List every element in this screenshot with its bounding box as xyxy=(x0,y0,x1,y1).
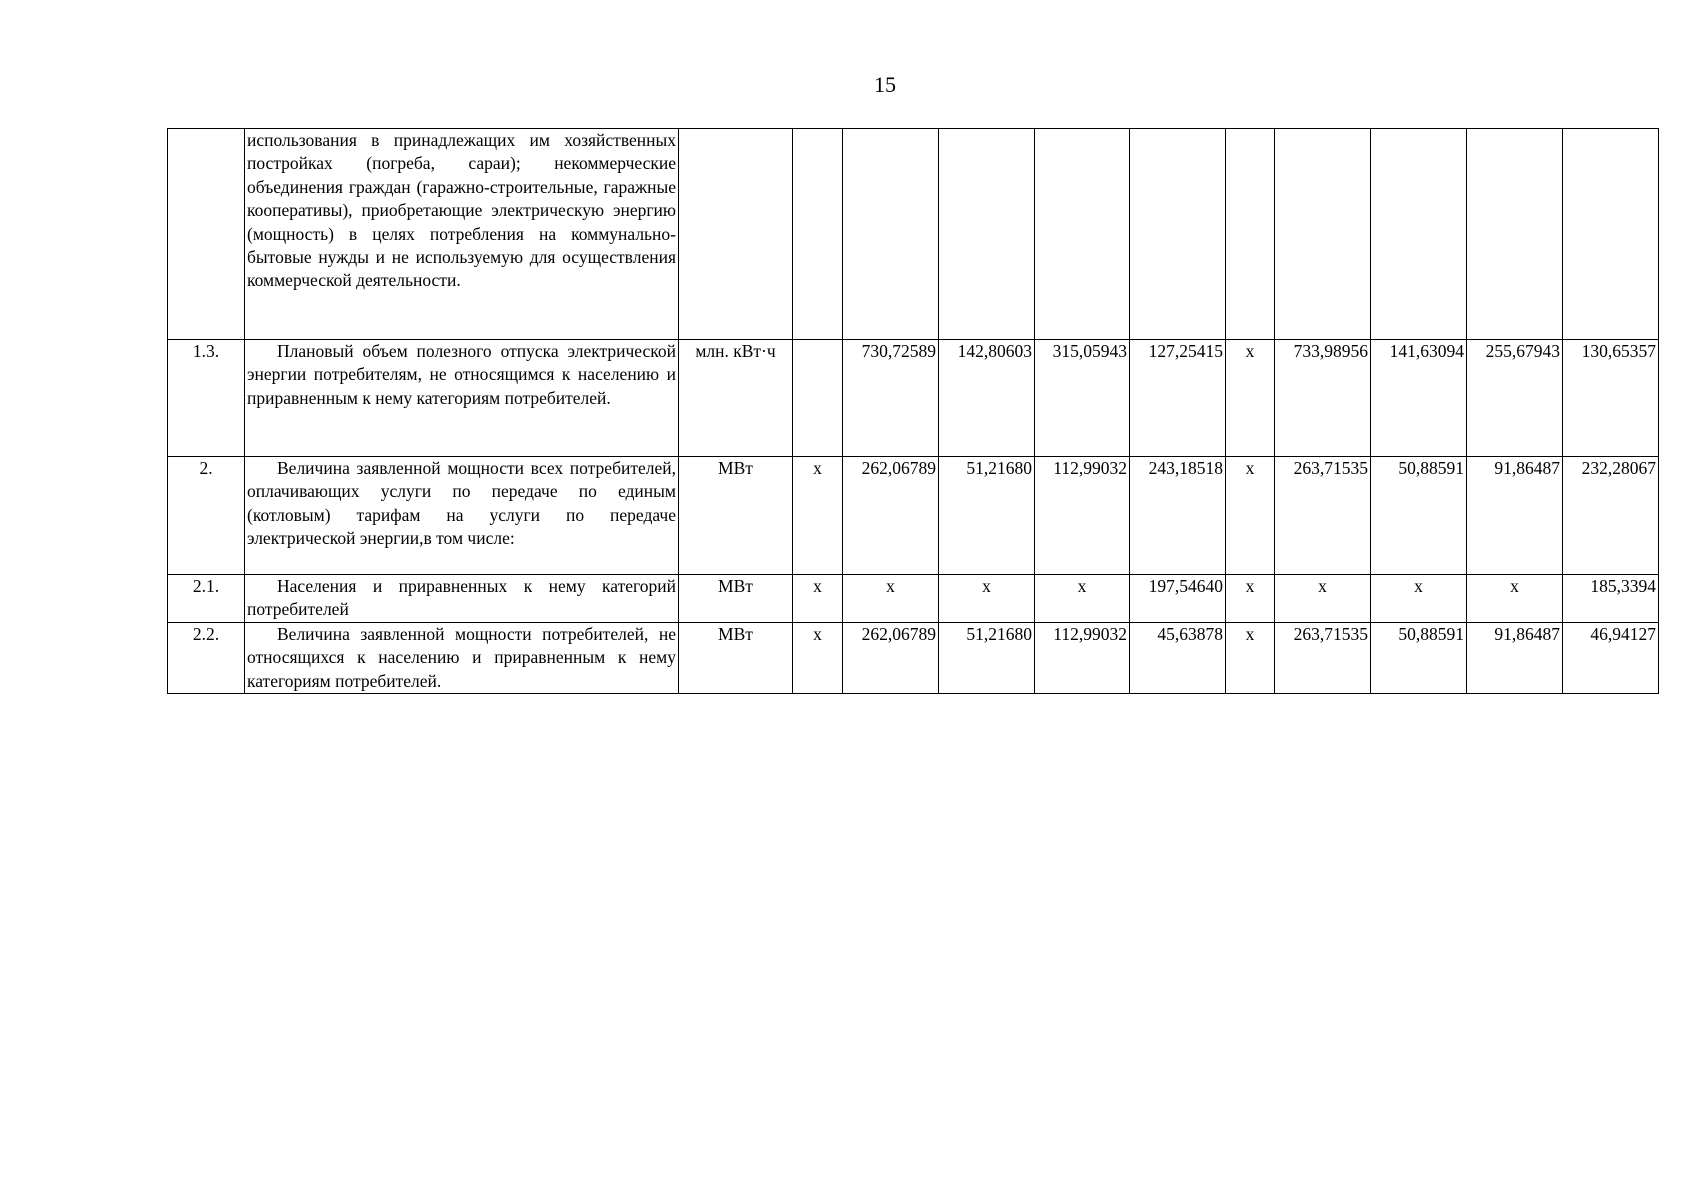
cell-value: 91,86487 xyxy=(1467,457,1563,575)
cell-value: 315,05943 xyxy=(1035,340,1130,457)
cell-value xyxy=(1275,129,1371,340)
table-row xyxy=(168,457,1659,575)
cell-value: 112,99032 xyxy=(1035,623,1130,694)
table-row xyxy=(168,575,1659,623)
row-unit: МВт xyxy=(679,623,793,694)
row-name: Величина заявленной мощности потребителей, не относящихся к населению и приравненным к нему категориям потребителей. xyxy=(245,623,679,694)
cell-value: x xyxy=(1371,575,1467,623)
cell-value: 243,18518 xyxy=(1130,457,1226,575)
cell-value: 46,94127 xyxy=(1563,623,1659,694)
cell-value: 185,3394 xyxy=(1563,575,1659,623)
cell-value xyxy=(1371,129,1467,340)
row-number: 1.3. xyxy=(168,340,245,457)
cell-value: 142,80603 xyxy=(939,340,1035,457)
table-row xyxy=(168,129,1659,340)
cell-value xyxy=(1467,129,1563,340)
cell-value: 141,63094 xyxy=(1371,340,1467,457)
cell-value: 51,21680 xyxy=(939,457,1035,575)
cell-value: x xyxy=(793,623,843,694)
row-unit: МВт xyxy=(679,575,793,623)
cell-value: 197,54640 xyxy=(1130,575,1226,623)
cell-value: 263,71535 xyxy=(1275,457,1371,575)
cell-value: x xyxy=(1226,623,1275,694)
row-number: 2.1. xyxy=(168,575,245,623)
cell-value: 733,98956 xyxy=(1275,340,1371,457)
cell-value: 232,28067 xyxy=(1563,457,1659,575)
cell-value xyxy=(939,129,1035,340)
cell-value: 255,67943 xyxy=(1467,340,1563,457)
cell-value: 51,21680 xyxy=(939,623,1035,694)
cell-value xyxy=(1130,129,1226,340)
row-unit: МВт xyxy=(679,457,793,575)
cell-value: x xyxy=(1275,575,1371,623)
row-name: использования в принадлежащих им хозяйственных постройках (погреба, сараи); некоммерческие объединения граждан (гаражно-строительные, гаражные кооперативы), приобретающие электрическую энергию (мощность) в целях потребления на коммунально-бытовые нужды и не используемую для осуществления коммерческой деятельности. xyxy=(245,129,679,340)
cell-value: 45,63878 xyxy=(1130,623,1226,694)
row-number xyxy=(168,129,245,340)
cell-value: 91,86487 xyxy=(1467,623,1563,694)
row-name: Величина заявленной мощности всех потребителей, оплачивающих услуги по передаче по единым (котловым) тарифам на услуги по передаче электрической энергии,в том числе: xyxy=(245,457,679,575)
row-number: 2. xyxy=(168,457,245,575)
cell-value: 262,06789 xyxy=(843,623,939,694)
cell-value: x xyxy=(1035,575,1130,623)
cell-value: 112,99032 xyxy=(1035,457,1130,575)
cell-value: x xyxy=(793,457,843,575)
row-unit xyxy=(679,129,793,340)
cell-value: x xyxy=(939,575,1035,623)
page-number: 15 xyxy=(874,72,896,97)
cell-value xyxy=(793,129,843,340)
cell-value: 263,71535 xyxy=(1275,623,1371,694)
row-number: 2.2. xyxy=(168,623,245,694)
cell-value: x xyxy=(843,575,939,623)
cell-value: 730,72589 xyxy=(843,340,939,457)
cell-value xyxy=(1226,129,1275,340)
cell-value xyxy=(1035,129,1130,340)
row-unit: млн. кВт·ч xyxy=(679,340,793,457)
cell-value: x xyxy=(1226,457,1275,575)
row-name: Плановый объем полезного отпуска электрической энергии потребителям, не относящимся к населению и приравненным к нему категориям потребителей. xyxy=(245,340,679,457)
cell-value: 130,65357 xyxy=(1563,340,1659,457)
table-row xyxy=(168,340,1659,457)
cell-value xyxy=(1563,129,1659,340)
table-row xyxy=(168,623,1659,694)
cell-value: 127,25415 xyxy=(1130,340,1226,457)
row-name: Населения и приравненных к нему категорий потребителей xyxy=(245,575,679,623)
cell-value: x xyxy=(1226,575,1275,623)
tariff-table xyxy=(167,128,1659,694)
cell-value: 262,06789 xyxy=(843,457,939,575)
cell-value xyxy=(843,129,939,340)
cell-value xyxy=(793,340,843,457)
cell-value: x xyxy=(793,575,843,623)
cell-value: 50,88591 xyxy=(1371,457,1467,575)
cell-value: x xyxy=(1467,575,1563,623)
cell-value: x xyxy=(1226,340,1275,457)
cell-value: 50,88591 xyxy=(1371,623,1467,694)
